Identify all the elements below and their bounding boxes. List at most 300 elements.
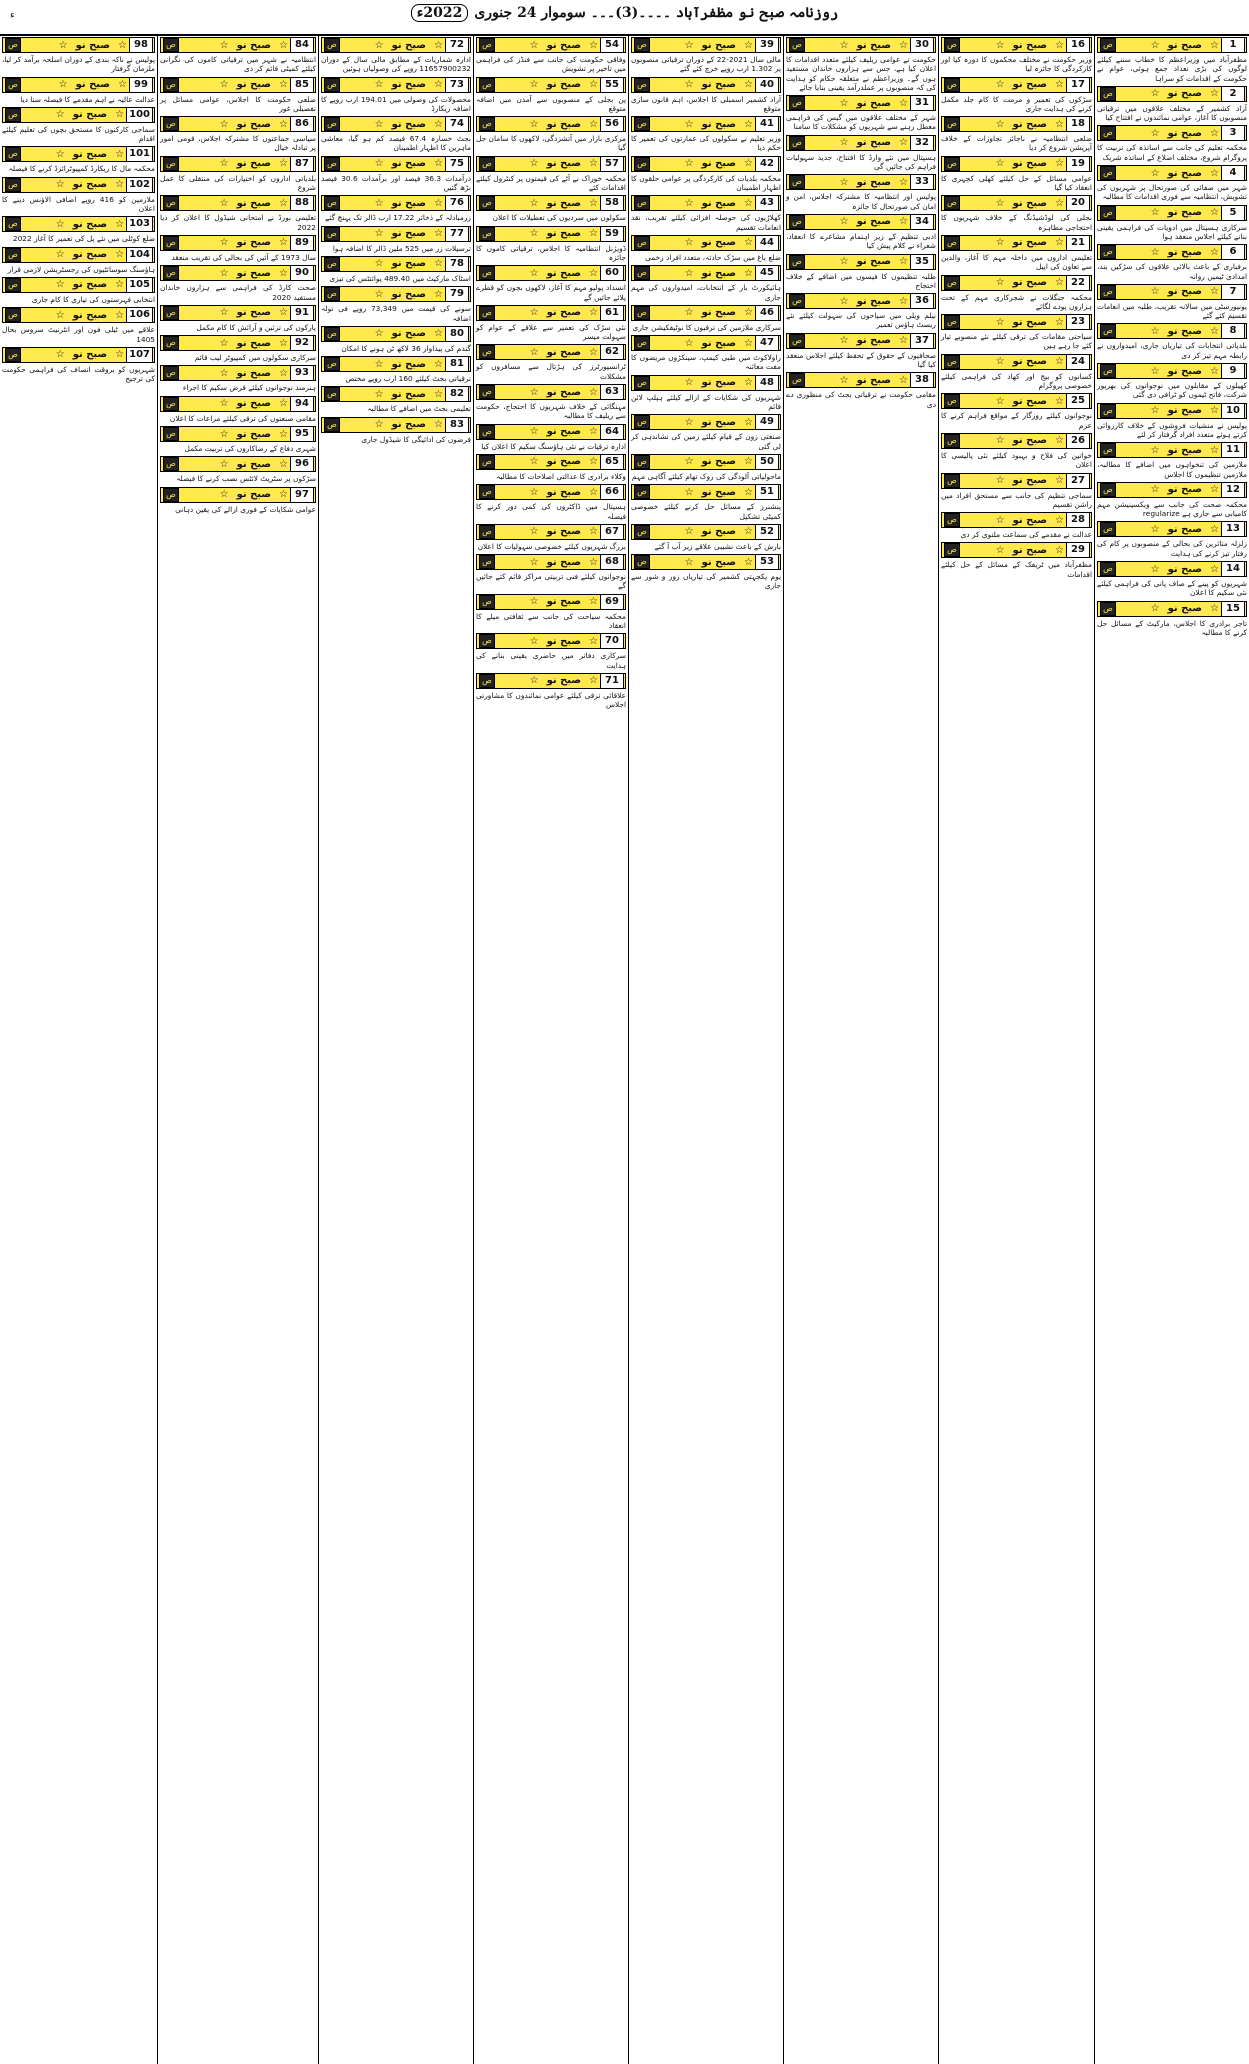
star-icon: ☆ bbox=[1150, 484, 1160, 496]
classified-ad bbox=[2, 177, 155, 214]
column bbox=[0, 34, 157, 2064]
star-icon: ☆ bbox=[1055, 237, 1064, 249]
ad-text: پولیس نے منشیات فروشوں کے خلاف کارروائی کرتے ہوئے متعدد افراد گرفتار کر لئے bbox=[1097, 420, 1247, 439]
newspaper-logo-icon: ص bbox=[479, 595, 495, 609]
ad-text: وفاقی حکومت کی جانب سے فنڈز کی فراہمی میں تاخیر پر تشویش bbox=[476, 55, 626, 74]
brand-name: صبح نو bbox=[546, 556, 582, 568]
star-icon: ☆ bbox=[1210, 405, 1219, 417]
newspaper-logo-icon: ص bbox=[789, 255, 805, 269]
brand-name: صبح نو bbox=[856, 374, 892, 386]
brand-name: صبح نو bbox=[391, 228, 427, 240]
ad-text: ادارہ ترقیات نے نئی ہاؤسنگ سکیم کا اعلان کیا bbox=[481, 441, 626, 451]
star-icon: ☆ bbox=[58, 39, 68, 51]
classified-ad bbox=[1097, 125, 1247, 162]
newspaper-logo-icon: ص bbox=[944, 236, 960, 250]
ad-number: 52 bbox=[755, 524, 779, 540]
ad-header-bar bbox=[631, 554, 781, 570]
brand-name: صبح نو bbox=[1167, 603, 1203, 615]
ad-number: 106 bbox=[126, 307, 153, 323]
ad-header-bar bbox=[160, 156, 316, 172]
classified-ad bbox=[941, 354, 1092, 391]
star-icon: ☆ bbox=[529, 307, 539, 319]
star-icon: ☆ bbox=[529, 556, 539, 568]
brand-name: صبح نو bbox=[1167, 127, 1203, 139]
ad-header-bar bbox=[160, 77, 316, 93]
ad-text: ماحولیاتی آلودگی کی روک تھام کیلئے آگاہی مہم bbox=[631, 471, 781, 481]
brand-name: صبح نو bbox=[701, 456, 737, 468]
ad-number: 28 bbox=[1066, 512, 1090, 528]
ad-header-bar bbox=[321, 156, 471, 172]
ad-number: 57 bbox=[600, 156, 624, 172]
newspaper-logo-icon: ص bbox=[789, 373, 805, 387]
ad-header-bar bbox=[786, 37, 936, 53]
star-icon: ☆ bbox=[434, 328, 443, 340]
ad-number: 45 bbox=[755, 265, 779, 281]
star-icon: ☆ bbox=[899, 335, 908, 347]
classified-ad bbox=[160, 396, 316, 423]
ad-header-bar bbox=[631, 195, 781, 211]
classified-ad bbox=[321, 116, 471, 153]
star-icon: ☆ bbox=[899, 97, 908, 109]
classified-ad bbox=[476, 344, 626, 381]
newspaper-logo-icon: ص bbox=[479, 385, 495, 399]
ad-text: ہسپتال میں نئے وارڈ کا افتتاح، جدید سہولیات فراہم کی جائیں گی bbox=[786, 152, 936, 172]
classified-ad bbox=[160, 265, 316, 302]
star-icon: ☆ bbox=[529, 267, 539, 279]
ad-number: 1 bbox=[1221, 37, 1245, 53]
classified-ad bbox=[1097, 205, 1247, 242]
star-icon: ☆ bbox=[839, 295, 849, 307]
ad-number: 17 bbox=[1066, 77, 1090, 93]
star-icon: ☆ bbox=[744, 526, 753, 538]
newspaper-logo-icon: ص bbox=[944, 157, 960, 171]
brand-name: صبح نو bbox=[546, 197, 582, 209]
star-icon: ☆ bbox=[529, 118, 539, 130]
classified-ad bbox=[476, 633, 626, 670]
ad-number: 101 bbox=[126, 146, 153, 162]
classified-ad bbox=[786, 254, 936, 291]
brand-name: صبح نو bbox=[1167, 246, 1203, 258]
star-icon: ☆ bbox=[374, 79, 384, 91]
ad-text: ہاؤسنگ سوسائٹیوں کی رجسٹریشن لازمی قرار bbox=[7, 264, 155, 274]
star-icon: ☆ bbox=[374, 118, 384, 130]
ad-header-bar bbox=[941, 77, 1092, 93]
ad-header-bar bbox=[1097, 601, 1247, 617]
classified-ad bbox=[321, 256, 471, 283]
ad-text: قرضوں کی ادائیگی کا شیڈول جاری bbox=[361, 434, 471, 444]
brand-name: صبح نو bbox=[701, 377, 737, 389]
star-icon: ☆ bbox=[434, 79, 443, 91]
ad-header-bar bbox=[321, 386, 471, 402]
brand-name: صبح نو bbox=[1167, 484, 1203, 496]
star-icon: ☆ bbox=[529, 486, 539, 498]
classified-ad bbox=[1097, 37, 1247, 83]
classified-ad bbox=[631, 454, 781, 481]
ad-number: 75 bbox=[445, 156, 469, 172]
brand-name: صبح نو bbox=[391, 358, 427, 370]
brand-name: صبح نو bbox=[391, 388, 427, 400]
column bbox=[473, 34, 628, 2064]
star-icon: ☆ bbox=[219, 39, 229, 51]
ad-header-bar bbox=[476, 344, 626, 360]
ad-text: محکمہ صحت کی جانب سے ویکسینیشن مہم کامیابی سے جاری ہے regularize bbox=[1097, 499, 1247, 519]
ad-text: تاجر برادری کا اجلاس، مارکیٹ کے مسائل حل کرنے کا مطالبہ bbox=[1097, 618, 1247, 637]
column bbox=[157, 34, 318, 2064]
star-icon: ☆ bbox=[434, 228, 443, 240]
ad-text: سرکاری ملازمین کی ترقیوں کا نوٹیفکیشن جاری bbox=[632, 322, 781, 332]
ad-text: گندم کی پیداوار 36 لاکھ ٹن ہونے کا امکان bbox=[341, 343, 471, 353]
star-icon: ☆ bbox=[589, 118, 598, 130]
star-icon: ☆ bbox=[1210, 207, 1219, 219]
brand-name: صبح نو bbox=[236, 428, 272, 440]
ad-header-bar bbox=[941, 542, 1092, 558]
ad-number: 29 bbox=[1066, 542, 1090, 558]
ad-text: آزاد کشمیر اسمبلی کا اجلاس، اہم قانون سازی متوقع bbox=[631, 94, 781, 113]
brand-name: صبح نو bbox=[546, 526, 582, 538]
brand-name: صبح نو bbox=[546, 118, 582, 130]
newspaper-logo-icon: ص bbox=[163, 266, 179, 280]
ad-header-bar bbox=[941, 275, 1092, 291]
ad-header-bar bbox=[786, 293, 936, 309]
brand-name: صبح نو bbox=[1167, 325, 1203, 337]
star-icon: ☆ bbox=[58, 79, 68, 91]
star-icon: ☆ bbox=[684, 118, 694, 130]
brand-name: صبح نو bbox=[1012, 395, 1048, 407]
ad-number: 9 bbox=[1221, 363, 1245, 379]
ad-header-bar bbox=[786, 333, 936, 349]
star-icon: ☆ bbox=[995, 435, 1005, 447]
star-icon: ☆ bbox=[434, 388, 443, 400]
newspaper-logo-icon: ص bbox=[1100, 126, 1116, 140]
ad-text: ٹرانسپورٹرز کی ہڑتال سے مسافروں کو مشکلات bbox=[476, 362, 626, 381]
newspaper-logo-icon: ص bbox=[634, 485, 650, 499]
ad-number: 107 bbox=[126, 347, 153, 363]
classified-ad bbox=[160, 305, 316, 332]
brand-name: صبح نو bbox=[1012, 316, 1048, 328]
star-icon: ☆ bbox=[744, 39, 753, 51]
brand-name: صبح نو bbox=[546, 456, 582, 468]
ad-text: سڑکوں کی تعمیر و مرمت کا کام جلد مکمل کرنے کی ہدایت جاری bbox=[941, 94, 1092, 113]
ad-text: شہر کے مختلف علاقوں میں گیس کی فراہمی معطل رہنے سے شہریوں کو مشکلات کا سامنا bbox=[786, 113, 936, 132]
ad-text: پولیس اور انتظامیہ کا مشترکہ اجلاس، امن و امان کی صورتحال کا جائزہ bbox=[786, 192, 936, 211]
newspaper-logo-icon: ص bbox=[163, 306, 179, 320]
star-icon: ☆ bbox=[219, 398, 229, 410]
brand-name: صبح نو bbox=[236, 307, 272, 319]
ad-text: زلزلہ متاثرین کی بحالی کے منصوبوں پر کام کی رفتار تیز کرنے کی ہدایت bbox=[1097, 539, 1247, 558]
star-icon: ☆ bbox=[115, 349, 125, 361]
ad-text: وزیر تعلیم نے سکولوں کی عمارتوں کی تعمیر کا حکم دیا bbox=[631, 134, 781, 153]
ad-number: 2 bbox=[1221, 86, 1245, 102]
star-icon: ☆ bbox=[374, 288, 384, 300]
newspaper-logo-icon: ص bbox=[1100, 522, 1116, 536]
title-text: روزنامہ صبح نو مظفرآباد ۔۔۔۔(3)۔۔۔ سوموار 24 جنوری bbox=[474, 5, 839, 21]
ad-text: علاقائی ترقی کیلئے عوامی نمائندوں کا مشاورتی اجلاس bbox=[476, 690, 626, 710]
classified-ad bbox=[321, 195, 471, 222]
ad-text: بلدیاتی انتخابات کی تیاریاں جاری، امیدواروں نے رابطہ مہم تیز کر دی bbox=[1097, 341, 1247, 360]
ad-text: سماجی کارکنوں کا مستحق بچوں کی تعلیم کیلئے اقدام bbox=[2, 124, 155, 144]
brand-name: صبح نو bbox=[701, 307, 737, 319]
brand-name: صبح نو bbox=[701, 416, 737, 428]
star-icon: ☆ bbox=[684, 307, 694, 319]
classified-ad bbox=[476, 156, 626, 193]
newspaper-logo-icon: ص bbox=[944, 315, 960, 329]
star-icon: ☆ bbox=[279, 337, 288, 349]
ad-header-bar bbox=[631, 335, 781, 351]
brand-name: صبح نو bbox=[391, 118, 427, 130]
newspaper-logo-icon: ص bbox=[163, 78, 179, 92]
brand-name: صبح نو bbox=[1167, 167, 1203, 179]
classified-ad bbox=[1097, 363, 1247, 400]
star-icon: ☆ bbox=[1210, 444, 1219, 456]
star-icon: ☆ bbox=[744, 267, 753, 279]
ad-text: برفباری کے باعث بالائی علاقوں کی سڑکیں بند، امدادی ٹیمیں روانہ bbox=[1097, 262, 1247, 281]
ad-number: 74 bbox=[445, 116, 469, 132]
ad-number: 38 bbox=[910, 372, 934, 388]
star-icon: ☆ bbox=[1055, 197, 1064, 209]
star-icon: ☆ bbox=[118, 39, 127, 51]
ad-header-bar bbox=[631, 37, 781, 53]
newspaper-logo-icon: ص bbox=[163, 427, 179, 441]
classified-ad bbox=[160, 37, 316, 74]
ad-number: 72 bbox=[445, 37, 469, 53]
ad-header-bar bbox=[476, 195, 626, 211]
ad-header-bar bbox=[476, 226, 626, 242]
brand-name: صبح نو bbox=[391, 419, 427, 431]
star-icon: ☆ bbox=[744, 237, 753, 249]
ad-text: سیاحتی مقامات کی ترقی کیلئے نئے منصوبے تیار کئے جا رہے ہیں bbox=[941, 332, 1092, 351]
star-icon: ☆ bbox=[839, 137, 849, 149]
newspaper-logo-icon: ص bbox=[5, 217, 21, 231]
newspaper-logo-icon: ص bbox=[5, 147, 21, 161]
ad-header-bar bbox=[786, 95, 936, 111]
star-icon: ☆ bbox=[744, 556, 753, 568]
newspaper-logo-icon: ص bbox=[163, 117, 179, 131]
star-icon: ☆ bbox=[529, 596, 539, 608]
newspaper-logo-icon: ص bbox=[1100, 206, 1116, 220]
star-icon: ☆ bbox=[434, 288, 443, 300]
ad-text: صحت کارڈ کی فراہمی سے ہزاروں خاندان مستفید 2020 bbox=[160, 283, 316, 302]
star-icon: ☆ bbox=[1055, 79, 1064, 91]
newspaper-logo-icon: ص bbox=[1100, 166, 1116, 180]
star-icon: ☆ bbox=[1055, 316, 1064, 328]
ad-number: 79 bbox=[445, 286, 469, 302]
brand-name: صبح نو bbox=[701, 118, 737, 130]
star-icon: ☆ bbox=[434, 39, 443, 51]
star-icon: ☆ bbox=[589, 197, 598, 209]
newspaper-logo-icon: ص bbox=[324, 38, 340, 52]
star-icon: ☆ bbox=[219, 337, 229, 349]
newspaper-logo-icon: ص bbox=[479, 306, 495, 320]
star-icon: ☆ bbox=[374, 328, 384, 340]
star-icon: ☆ bbox=[589, 79, 598, 91]
ad-header-bar bbox=[160, 37, 316, 53]
star-icon: ☆ bbox=[279, 158, 288, 170]
classified-ad bbox=[1097, 403, 1247, 440]
newspaper-logo-icon: ص bbox=[163, 336, 179, 350]
star-icon: ☆ bbox=[995, 277, 1005, 289]
classified-ad bbox=[1097, 165, 1247, 202]
classified-ad bbox=[160, 116, 316, 153]
newspaper-logo-icon: ص bbox=[634, 78, 650, 92]
ad-number: 99 bbox=[129, 77, 153, 93]
star-icon: ☆ bbox=[684, 526, 694, 538]
brand-name: صبح نو bbox=[546, 596, 582, 608]
newspaper-logo-icon: ص bbox=[5, 38, 21, 52]
star-icon: ☆ bbox=[995, 475, 1005, 487]
newspaper-logo-icon: ص bbox=[789, 96, 805, 110]
ad-number: 22 bbox=[1066, 275, 1090, 291]
ad-text: طلبہ تنظیموں کا فیسوں میں اضافے کے خلاف احتجاج bbox=[786, 271, 936, 290]
classified-ad bbox=[476, 77, 626, 114]
brand-name: صبح نو bbox=[701, 337, 737, 349]
star-icon: ☆ bbox=[1150, 167, 1160, 179]
star-icon: ☆ bbox=[279, 39, 288, 51]
ad-number: 73 bbox=[445, 77, 469, 93]
star-icon: ☆ bbox=[744, 416, 753, 428]
brand-name: صبح نو bbox=[1012, 79, 1048, 91]
star-icon: ☆ bbox=[684, 416, 694, 428]
newspaper-logo-icon: ص bbox=[634, 236, 650, 250]
brand-name: صبح نو bbox=[701, 197, 737, 209]
star-icon: ☆ bbox=[744, 456, 753, 468]
classified-ad bbox=[941, 512, 1092, 539]
star-icon: ☆ bbox=[684, 267, 694, 279]
star-icon: ☆ bbox=[839, 335, 849, 347]
star-icon: ☆ bbox=[1150, 603, 1160, 615]
ad-number: 3 bbox=[1221, 125, 1245, 141]
ad-text: مظفرآباد میں وزیراعظم کا خطاب سننے کیلئے لوگوں کی بڑی تعداد جمع ہوئی، عوام نے حکومت کے اقدامات کو سراہا bbox=[1097, 55, 1247, 83]
ad-header-bar bbox=[941, 354, 1092, 370]
star-icon: ☆ bbox=[279, 267, 288, 279]
star-icon: ☆ bbox=[839, 97, 849, 109]
star-icon: ☆ bbox=[839, 216, 849, 228]
ad-number: 24 bbox=[1066, 354, 1090, 370]
brand-name: صبح نو bbox=[1167, 286, 1203, 298]
ad-header-bar bbox=[160, 335, 316, 351]
star-icon: ☆ bbox=[55, 309, 65, 321]
star-icon: ☆ bbox=[684, 237, 694, 249]
star-icon: ☆ bbox=[1055, 435, 1064, 447]
ad-number: 66 bbox=[600, 484, 624, 500]
star-icon: ☆ bbox=[219, 197, 229, 209]
newspaper-logo-icon: ص bbox=[324, 196, 340, 210]
newspaper-logo-icon: ص bbox=[634, 157, 650, 171]
brand-name: صبح نو bbox=[701, 526, 737, 538]
newspaper-logo-icon: ص bbox=[789, 38, 805, 52]
brand-name: صبح نو bbox=[236, 398, 272, 410]
brand-name: صبح نو bbox=[236, 197, 272, 209]
star-icon: ☆ bbox=[374, 419, 384, 431]
brand-name: صبح نو bbox=[1012, 158, 1048, 170]
brand-name: صبح نو bbox=[1012, 39, 1048, 51]
ad-number: 13 bbox=[1221, 521, 1245, 537]
classified-ad bbox=[1097, 521, 1247, 558]
ad-header-bar bbox=[1097, 442, 1247, 458]
star-icon: ☆ bbox=[434, 419, 443, 431]
ad-text: انتظامیہ نے شہر میں ترقیاتی کاموں کی نگرانی کیلئے کمیٹی قائم کر دی bbox=[160, 55, 316, 74]
ad-number: 35 bbox=[910, 254, 934, 270]
ad-text: ترقیاتی بجٹ کیلئے 160 ارب روپے مختص bbox=[345, 374, 471, 384]
star-icon: ☆ bbox=[1055, 39, 1064, 51]
ad-header-bar bbox=[631, 375, 781, 391]
ad-header-bar bbox=[1097, 482, 1247, 498]
brand-name: صبح نو bbox=[72, 279, 108, 291]
column bbox=[783, 34, 938, 2064]
star-icon: ☆ bbox=[589, 267, 598, 279]
newspaper-logo-icon: ص bbox=[634, 117, 650, 131]
classified-ad bbox=[941, 314, 1092, 351]
ad-text: وکلاء برادری کا عدالتی اصلاحات کا مطالبہ bbox=[495, 471, 626, 481]
newspaper-logo-icon: ص bbox=[1100, 285, 1116, 299]
star-icon: ☆ bbox=[219, 367, 229, 379]
ad-text: شہر میں صفائی کی صورتحال پر شہریوں کی تشویش، انتظامیہ سے فوری اقدامات کا مطالبہ bbox=[1097, 183, 1247, 202]
newspaper-logo-icon: ص bbox=[944, 474, 960, 488]
star-icon: ☆ bbox=[1210, 88, 1219, 100]
ad-text: حکومت نے عوامی ریلیف کیلئے متعدد اقدامات کا اعلان کیا ہے، جس سے ہزاروں خاندان مستفید ہوں گے۔ وزیراعظم نے متعلقہ حکام کو ہدایت کی کہ منصوبوں پر عملدرآمد یقینی بنایا جائے bbox=[786, 55, 936, 92]
ad-header-bar bbox=[476, 265, 626, 281]
ad-number: 95 bbox=[290, 426, 314, 442]
star-icon: ☆ bbox=[744, 486, 753, 498]
newspaper-logo-icon: ص bbox=[1100, 38, 1116, 52]
classified-ad bbox=[160, 456, 316, 483]
classified-ad bbox=[631, 156, 781, 193]
ad-number: 7 bbox=[1221, 284, 1245, 300]
star-icon: ☆ bbox=[115, 218, 125, 230]
classified-ad bbox=[2, 146, 155, 173]
ad-text: محکمہ تعلیم کی جانب سے اساتذہ کی تربیت کا پروگرام شروع، مختلف اضلاع کے اساتذہ شریک bbox=[1097, 143, 1247, 162]
star-icon: ☆ bbox=[219, 307, 229, 319]
classified-ad bbox=[631, 554, 781, 591]
ad-number: 94 bbox=[290, 396, 314, 412]
ad-header-bar bbox=[786, 372, 936, 388]
newspaper-logo-icon: ص bbox=[163, 196, 179, 210]
star-icon: ☆ bbox=[1210, 603, 1219, 615]
brand-name: صبح نو bbox=[236, 337, 272, 349]
brand-name: صبح نو bbox=[1167, 523, 1203, 535]
star-icon: ☆ bbox=[899, 256, 908, 268]
ad-text: مرکزی بازار میں آتشزدگی، لاکھوں کا سامان جل گیا bbox=[476, 134, 626, 153]
star-icon: ☆ bbox=[684, 79, 694, 91]
brand-name: صبح نو bbox=[546, 386, 582, 398]
newspaper-logo-icon: ص bbox=[1100, 443, 1116, 457]
column bbox=[938, 34, 1094, 2064]
ad-number: 39 bbox=[755, 37, 779, 53]
classified-ad bbox=[631, 335, 781, 372]
ad-text: بلدیاتی اداروں کو اختیارات کی منتقلی کا عمل شروع bbox=[160, 173, 316, 193]
brand-name: صبح نو bbox=[546, 39, 582, 51]
ad-text: کھیلوں کے مقابلوں میں نوجوانوں کی بھرپور شرکت، فاتح ٹیموں کو ٹرافی دی گئی bbox=[1097, 381, 1247, 400]
newspaper-logo-icon: ص bbox=[789, 136, 805, 150]
star-icon: ☆ bbox=[529, 79, 539, 91]
newspaper-logo-icon: ص bbox=[163, 38, 179, 52]
ad-number: 32 bbox=[910, 135, 934, 151]
brand-name: صبح نو bbox=[701, 556, 737, 568]
newspaper-logo-icon: ص bbox=[324, 357, 340, 371]
ad-text: شہریوں کو پینے کے صاف پانی کی فراہمی کیلئے نئی سکیم کا اعلان bbox=[1097, 579, 1247, 598]
classified-ad bbox=[476, 37, 626, 74]
classified-ad bbox=[631, 524, 781, 551]
star-icon: ☆ bbox=[684, 39, 694, 51]
star-icon: ☆ bbox=[899, 39, 908, 51]
star-icon: ☆ bbox=[839, 176, 849, 188]
ad-number: 97 bbox=[290, 487, 314, 503]
ad-header-bar bbox=[1097, 561, 1247, 577]
ad-text: تعلیمی بورڈ نے امتحانی شیڈول کا اعلان کر دیا 2022 bbox=[160, 213, 316, 232]
star-icon: ☆ bbox=[744, 377, 753, 389]
ad-number: 71 bbox=[600, 673, 624, 689]
ad-text: محکمہ سیاحت کی جانب سے ثقافتی میلے کا انعقاد bbox=[476, 611, 626, 631]
star-icon: ☆ bbox=[1150, 39, 1160, 51]
